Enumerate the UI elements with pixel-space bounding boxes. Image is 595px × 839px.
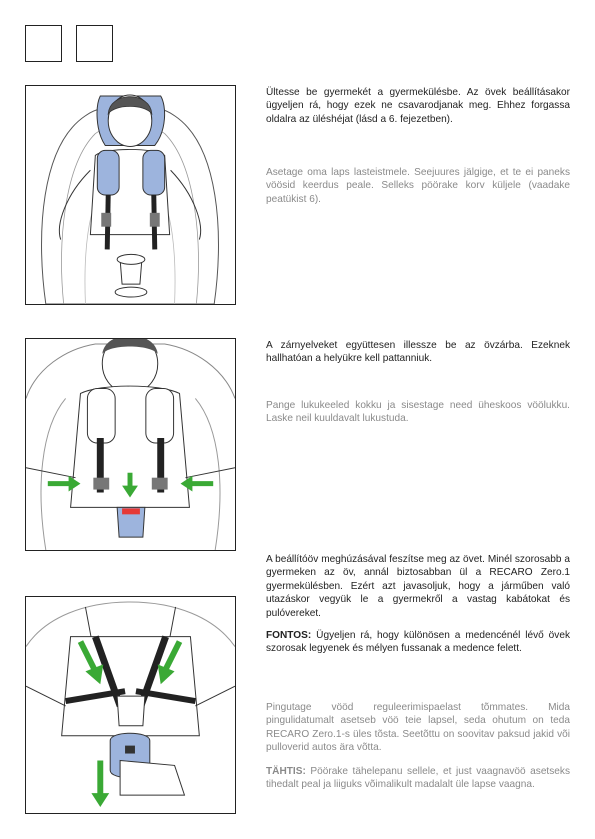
- section-2-text-hu: A zárnyelveket együttesen illessze be az övzárba. Ezeknek hallhatóan a helyükre kell pattanniuk.: [266, 340, 570, 365]
- important-text-et: Pöörake tähelepanu sellele, et just vaagnavöö asetseks tihedalt peal ja liiguks võimalikult madalalt üle lapse vaagna.: [266, 766, 570, 791]
- language-box-right: [76, 25, 113, 62]
- important-label-et: TÄHTIS:: [266, 766, 306, 777]
- illustration-child-in-seat: [25, 85, 236, 305]
- section-3-text-et: Pingutage vööd reguleerimispaelast tõmmates. Mida pingulidatumalt asetseb vöö teie lapsel, seda ohutum on teda RECARO Zero.1-s üles tõsta. Seetõttu on soovitav paksud jakid või pulloverid autos ära võtta.: [266, 702, 570, 754]
- illustration-tighten-harness: [25, 596, 236, 814]
- important-label-hu: FONTOS:: [266, 630, 312, 641]
- section-3-text-hu: A beállítóöv meghúzásával feszítse meg az övet. Minél szorosabb a gyermeken az öv, annál biztosabban ül a RECARO Zero.1 gyermekülésben. Ezért azt javasoljuk, hogy a járműben való utazáskor vegyük le a gyermekről a vastag kabátokat és pulóvereket.: [266, 554, 570, 619]
- illustration-buckle-latch: [25, 338, 236, 551]
- important-text-hu: Ügyeljen rá, hogy különösen a medencénél lévő övek szorosak legyenek és mélyen fussanak a medence felett.: [266, 630, 570, 655]
- section-3-note-hu: [266, 629, 570, 656]
- language-box-left: [25, 25, 62, 62]
- section-3-note-et: [266, 765, 570, 792]
- section-2-text-et: Pange lukukeeled kokku ja sisestage need üheskoos vöölukku. Laske neil kuuldavalt lukustuda.: [266, 400, 570, 425]
- section-1-text-hu: Ültesse be gyermekét a gyermekülésbe. Az övek beállításakor ügyeljen rá, hogy ezek ne csavarodjanak meg. Ehhez forgassa oldalra az üléshéjat (lásd a 6. fejezetben).: [266, 87, 570, 125]
- section-1-text-et: Asetage oma laps lasteistmele. Seejuures jälgige, et te ei paneks vöösid keerdus peale. Selleks pöörake korv küljele (vaadake peatükist 6).: [266, 167, 570, 205]
